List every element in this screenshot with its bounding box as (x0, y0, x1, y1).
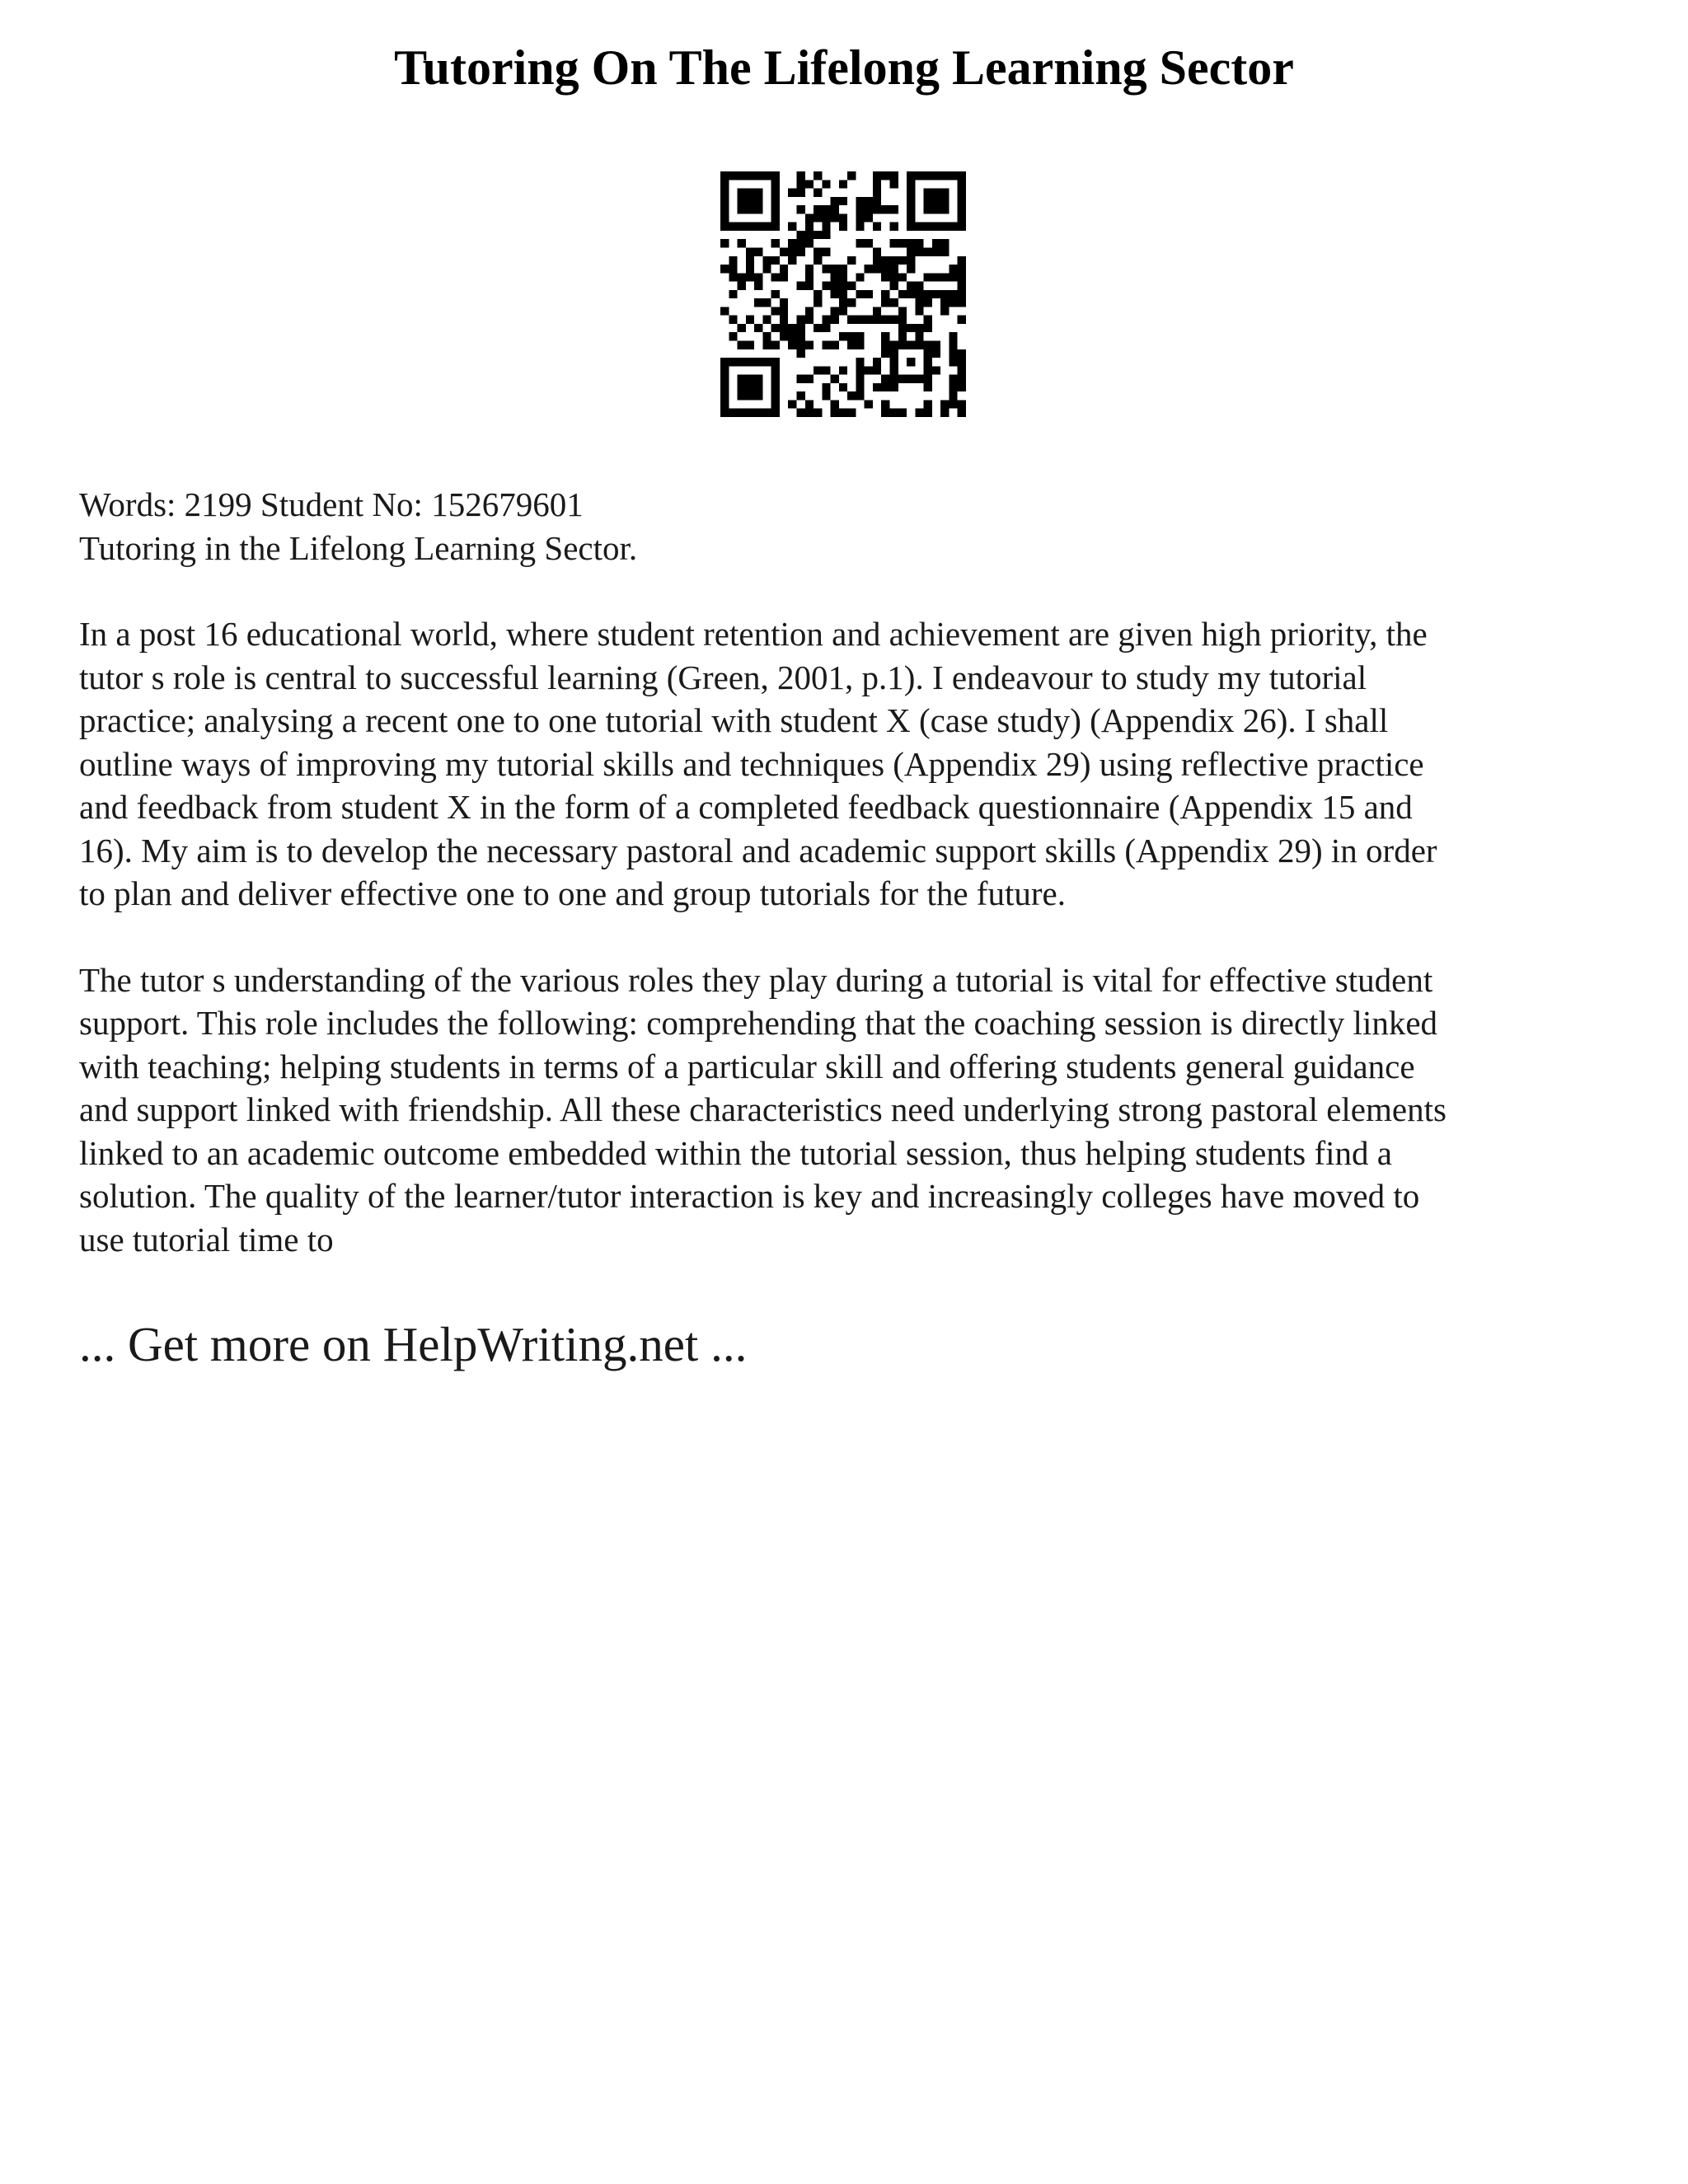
paragraph-line: In a post 16 educational world, where student retention and achievement are given high priority, the (79, 615, 1428, 653)
paragraph-line: practice; analysing a recent one to one tutorial with student X (case study) (Appendix 26). I shall (79, 701, 1389, 739)
paragraph-line: linked to an academic outcome embedded within the tutorial session, thus helping students find a (79, 1133, 1392, 1172)
paragraph-line: solution. The quality of the learner/tutor interaction is key and increasingly colleges have moved to (79, 1177, 1420, 1215)
get-more-link[interactable]: ... Get more on HelpWriting.net ... (79, 1317, 748, 1371)
paragraph-line: use tutorial time to (79, 1220, 334, 1258)
paragraph-line: and support linked with friendship. All these characteristics need underlying strong pastoral elements (79, 1090, 1447, 1128)
document-body (79, 483, 1629, 1261)
paragraph-line: outline ways of improving my tutorial skills and techniques (Appendix 29) using reflective practice (79, 744, 1424, 783)
subtitle: Tutoring in the Lifelong Learning Sector. (79, 528, 638, 567)
paragraph-line: to plan and deliver effective one to one and group tutorials for the future. (79, 874, 1066, 912)
paragraph-2 (79, 958, 1629, 1262)
paragraph-1 (79, 612, 1629, 916)
qr-code-icon (720, 171, 966, 417)
paragraph-line: 16). My aim is to develop the necessary pastoral and academic support skills (Appendix 29) in order (79, 831, 1437, 869)
word-count-student-no: Words: 2199 Student No: 152679601 (79, 485, 584, 523)
paragraph-line: with teaching; helping students in terms of a particular skill and offering students general guidance (79, 1047, 1415, 1085)
document-title: Tutoring On The Lifelong Learning Sector (394, 40, 1294, 95)
paragraph-line: support. This role includes the following: comprehending that the coaching session is directly linked (79, 1004, 1438, 1042)
paragraph-line: tutor s role is central to successful learning (Green, 2001, p.1). I endeavour to study my tutorial (79, 658, 1367, 696)
meta-block (79, 483, 1629, 569)
paragraph-line: and feedback from student X in the form of a completed feedback questionnaire (Appendix 15 and (79, 788, 1413, 826)
paragraph-line: The tutor s understanding of the various roles they play during a tutorial is vital for effective student (79, 960, 1433, 999)
